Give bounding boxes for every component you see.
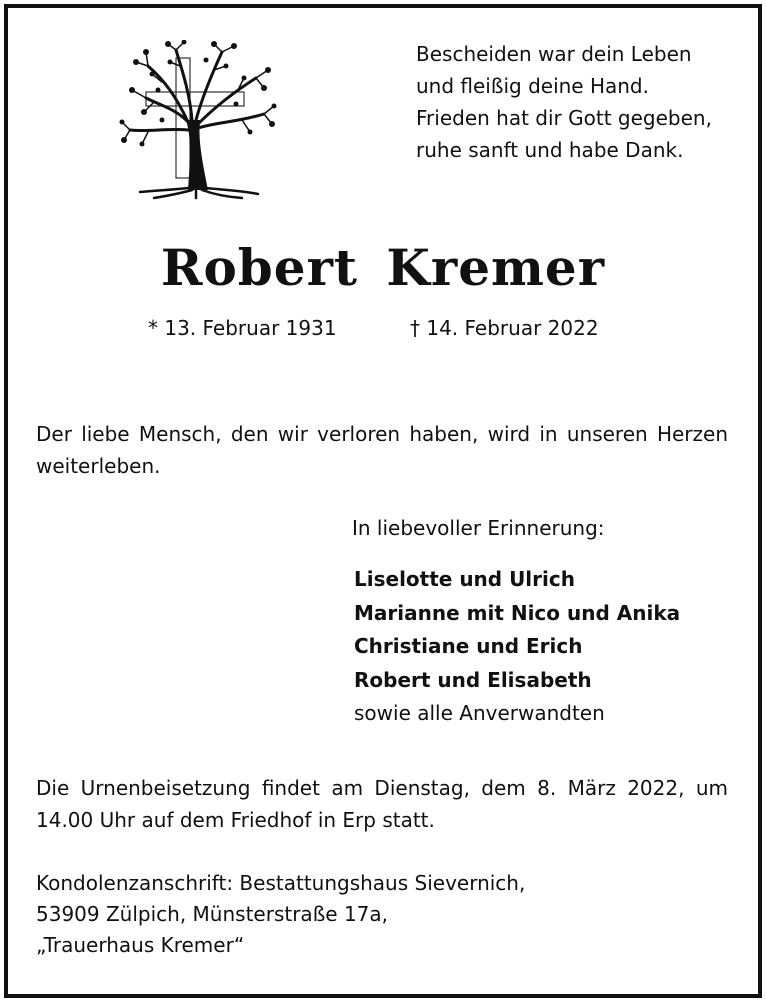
verse-line: und fleißig deine Hand. (416, 74, 649, 98)
condolence-line: „Trauerhaus Kremer“ (36, 933, 245, 957)
mourners-list (354, 563, 680, 731)
condolence-line: Kondolenzanschrift: Bestattungshaus Sievernich, (36, 871, 526, 895)
verse-line: ruhe sanft und habe Dank. (416, 138, 684, 162)
condolence-address (36, 868, 525, 961)
mourner-family: Christiane und Erich (354, 634, 583, 658)
mourner-relatives: sowie alle Anverwandten (354, 701, 605, 725)
verse-line: Frieden hat dir Gott gegeben, (416, 106, 712, 130)
memorial-quote: Der liebe Mensch, den wir verloren haben, wird in unseren Herzen weiterleben. (36, 422, 728, 478)
mourner-family: Robert und Elisabeth (354, 667, 592, 692)
death-date: † 14. Februar 2022 (410, 316, 599, 340)
deceased-name: Robert Kremer (160, 238, 606, 297)
mourners-intro: In liebevoller Erinnerung: (352, 516, 605, 540)
mourner-family: Liselotte und Ulrich (354, 567, 575, 591)
memorial-verse (416, 38, 746, 166)
burial-notice: Die Urnenbeisetzung findet am Dienstag, dem 8. März 2022, um 14.00 Uhr auf dem Friedhof in Erp statt. (36, 776, 728, 832)
tree-of-life-icon (118, 40, 278, 200)
mourner-family: Marianne mit Nico und Anika (354, 600, 681, 625)
birth-date: * 13. Februar 1931 (148, 316, 337, 340)
condolence-line: 53909 Zülpich, Münsterstraße 17a, (36, 902, 389, 926)
verse-line: Bescheiden war dein Leben (416, 42, 692, 66)
